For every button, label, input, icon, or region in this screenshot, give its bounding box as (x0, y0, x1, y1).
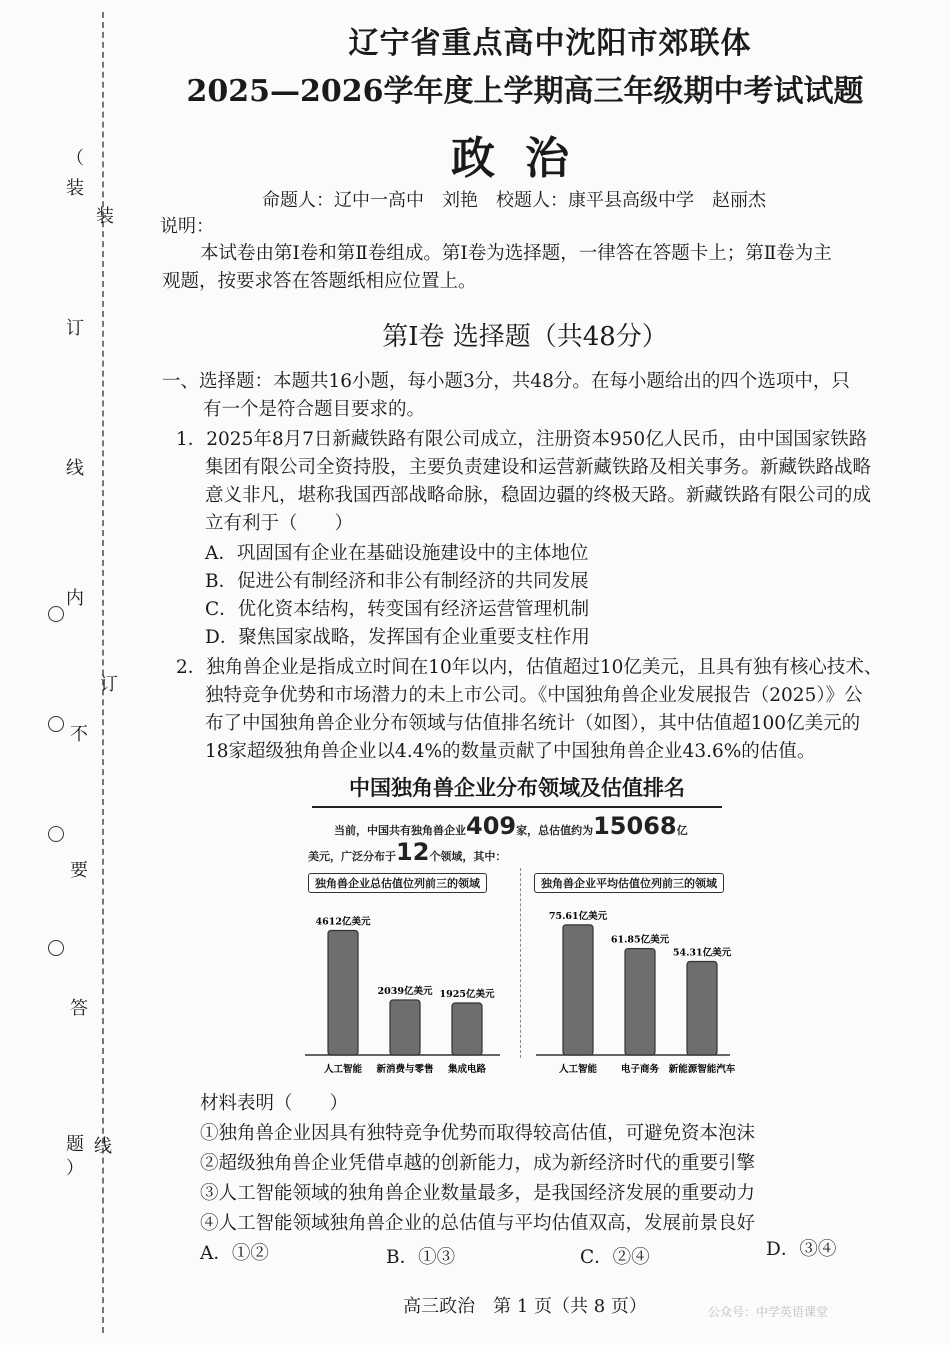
authors-line: 命题人：辽中一高中 刘艳 校题人：康平县高级中学 赵丽杰 (262, 190, 766, 211)
total-valuation: 15068 (593, 812, 677, 840)
bar (687, 962, 717, 1055)
q1-stem-line: 立有利于（ ） (205, 513, 354, 534)
binding-char: 订 (100, 674, 118, 695)
bar-value-label: 1925亿美元 (439, 989, 495, 1001)
summary-text: 亿 (676, 824, 688, 837)
part-instruction: 有一个是符合题目要求的。 (203, 399, 426, 420)
q2-stem-line: 2．独角兽企业是指成立时间在10年以内，估值超过10亿美元，且具有独有核心技术、 (176, 657, 883, 678)
q2-stem-line: 18家超级独角兽企业以4.4%的数量贡献了中国独角兽企业43.6%的估值。 (205, 741, 816, 762)
q2-stem-line: 布了中国独角兽企业分布领域与估值排名统计（如图），其中估值超100亿美元的 (205, 713, 861, 734)
page-footer: 高三政治 第 1 页（共 8 页） (403, 1296, 647, 1317)
summary-text: 个领域，其中： (429, 850, 507, 863)
bar (452, 1003, 482, 1055)
category-label: 电子商务 (620, 1064, 660, 1075)
q2-choice-b: B．①③ (386, 1247, 456, 1268)
category-label: 集成电路 (447, 1064, 487, 1075)
q2-choice-d: D．③④ (766, 1239, 837, 1260)
q2-statement: ②超级独角兽企业凭借卓越的创新能力，成为新经济时代的重要引擎 (200, 1153, 756, 1174)
binding-char: 要 (70, 860, 88, 881)
q1-option-d: D．聚焦国家战略，发挥国有企业重要支柱作用 (205, 627, 590, 648)
summary-text: 家，总估值约为 (516, 824, 594, 837)
category-label: 人工智能 (323, 1064, 363, 1075)
q1-stem-line: 1．2025年8月7日新藏铁路有限公司成立，注册资本950亿人民币，由中国国家铁路 (176, 429, 868, 450)
binding-char: （ (66, 148, 84, 169)
q1-option-a: A．巩固国有企业在基础设施建设中的主体地位 (205, 543, 589, 564)
chart-title: 中国独角兽企业分布领域及估值排名 (312, 772, 722, 808)
binding-char: 订 (66, 318, 84, 339)
bar (328, 930, 358, 1055)
part-instruction: 一、选择题：本题共16小题，每小题3分，共48分。在每小题给出的四个选项中，只 (162, 371, 850, 392)
bar (625, 949, 655, 1055)
bar (390, 1000, 420, 1055)
chart-summary-line2 (308, 838, 506, 866)
binding-char: 装 (66, 178, 84, 199)
subject-title: 政治 (451, 133, 599, 184)
q1-stem-line: 意义非凡，堪称我国西部战略命脉，稳固边疆的终极天路。新藏铁路有限公司的成 (205, 485, 872, 506)
category-label: 人工智能 (558, 1064, 598, 1075)
binding-hole (48, 826, 64, 842)
binding-hole (48, 716, 64, 732)
bar-value-label: 4612亿美元 (315, 916, 371, 928)
q2-statement: ①独角兽企业因具有独特竞争优势而取得较高估值，可避免资本泡沫 (200, 1123, 756, 1144)
category-label: 新消费与零售 (376, 1064, 434, 1075)
binding-char: 不 (70, 724, 88, 745)
instructions-line: 观题，按要求答在答题纸相应位置上。 (162, 271, 477, 292)
unicorn-count: 409 (466, 812, 517, 840)
binding-hole (48, 606, 64, 622)
category-label: 新能源智能汽车 (668, 1064, 736, 1075)
q2-stem-line: 独特竞争优势和市场潜力的未上市公司。《中国独角兽企业发展报告（2025）》公 (205, 685, 863, 706)
binding-char: 线 (94, 1136, 112, 1157)
panel-label-total: 独角兽企业总估值位列前三的领域 (308, 873, 487, 893)
bar-value-label: 75.61亿美元 (548, 910, 608, 922)
bar-chart (300, 895, 740, 1085)
q2-choice-c: C．②④ (580, 1247, 650, 1268)
q2-material: 材料表明（ ） (200, 1093, 349, 1114)
binding-char: 题 (66, 1134, 84, 1155)
instructions-heading: 说明： (160, 216, 214, 237)
binding-hole (48, 940, 64, 956)
section-title: 第Ⅰ卷 选择题（共48分） (382, 322, 668, 352)
summary-text: 当前，中国共有独角兽企业 (334, 824, 466, 837)
panel-label-average: 独角兽企业平均估值位列前三的领域 (534, 873, 724, 893)
binding-char: 内 (66, 588, 84, 609)
watermark: 公众号：中学英语课堂 (708, 1305, 829, 1319)
q1-stem-line: 集团有限公司全资持股，主要负责建设和运营新藏铁路及相关事务。新藏铁路战略 (205, 457, 872, 478)
field-count: 12 (396, 838, 430, 866)
q2-statement: ④人工智能领域独角兽企业的总估值与平均估值双高，发展前景良好 (200, 1213, 756, 1234)
bar-value-label: 54.31亿美元 (672, 947, 732, 959)
q2-statement: ③人工智能领域的独角兽企业数量最多，是我国经济发展的重要动力 (200, 1183, 756, 1204)
q1-option-b: B．促进公有制经济和非公有制经济的共同发展 (205, 571, 589, 592)
instructions-line: 本试卷由第Ⅰ卷和第Ⅱ卷组成。第Ⅰ卷为选择题，一律答在答题卡上；第Ⅱ卷为主 (200, 243, 832, 264)
summary-text: 美元，广泛分布于 (308, 850, 396, 863)
bar (563, 925, 593, 1055)
q1-option-c: C．优化资本结构，转变国有经济运营管理机制 (205, 599, 590, 620)
q2-choice-a: A．①② (200, 1243, 269, 1264)
exam-term-title: 2025—2026学年度上学期高三年级期中考试试题 (186, 74, 864, 109)
binding-char: 装 (96, 206, 114, 227)
exam-school-title: 辽宁省重点高中沈阳市郊联体 (348, 26, 752, 61)
binding-char: 答 (70, 998, 88, 1019)
binding-char: ） (66, 1158, 84, 1179)
chart-summary-line1 (334, 812, 688, 840)
bar-value-label: 61.85亿美元 (610, 934, 670, 946)
binding-char: 线 (66, 458, 84, 479)
bar-value-label: 2039亿美元 (377, 985, 433, 997)
